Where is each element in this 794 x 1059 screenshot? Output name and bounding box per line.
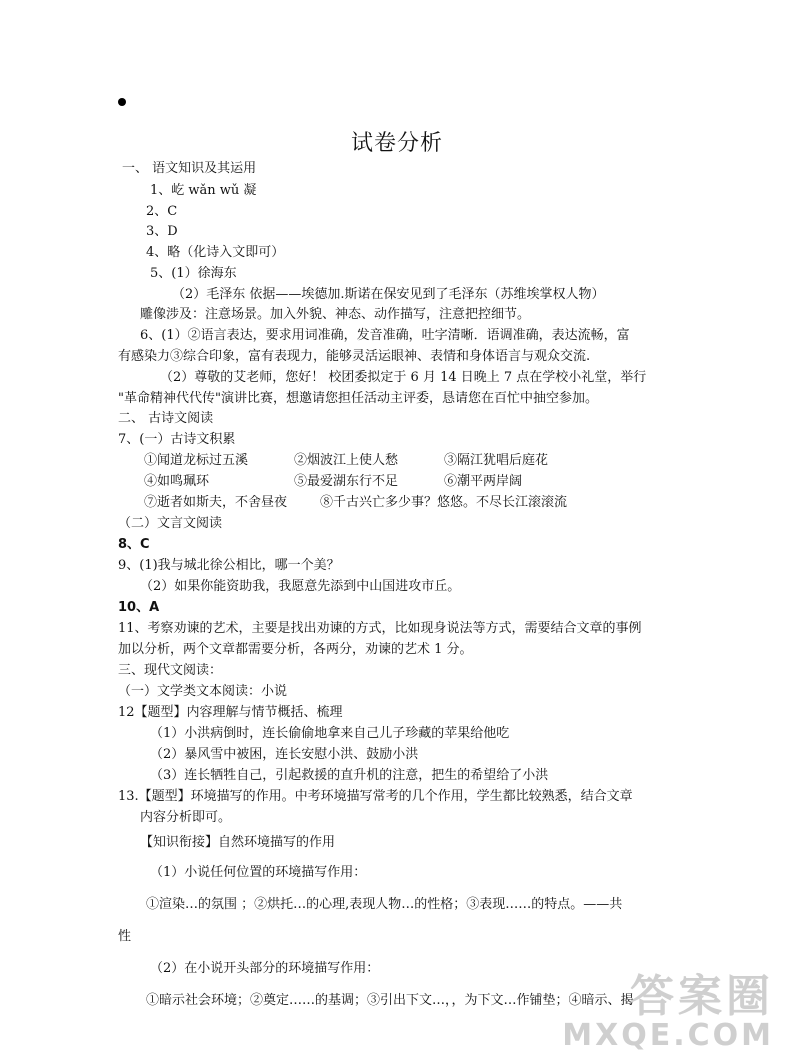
answer-line: 内容分析即可。 <box>140 810 232 825</box>
answer-line: （2）尊敬的艾老师，您好！ 校团委拟定于 6 月 14 日晚上 7 点在学校小礼堂，举行 <box>160 370 647 385</box>
answer-line: 加以分析，两个文章都需要分析，各两分，劝谏的艺术 1 分。 <box>118 642 473 657</box>
answer-line: 3、D <box>146 224 178 239</box>
answer-line: 雕像涉及：注意场景。加入外貌、神态、动作描写，注意把控细节。 <box>140 307 531 322</box>
poem-item: ⑤最爱湖东行不足 <box>294 474 399 489</box>
section-heading-3: 三、现代文阅读： <box>118 663 223 678</box>
section-heading-2: 二、 古诗文阅读 <box>118 411 214 426</box>
answer-line: （1）小说任何位置的环境描写作用： <box>150 865 367 880</box>
answer-line: 8、C <box>118 537 150 552</box>
answer-line: 9、(1)我与城北徐公相比，哪一个美？ <box>118 558 340 573</box>
answer-line: ①暗示社会环境；②奠定……的基调；③引出下文…，，为下文…作铺垫；④暗示、揭 <box>146 993 634 1008</box>
poem-row <box>144 494 567 512</box>
answer-line: 5、(1）徐海东 <box>150 266 237 281</box>
answer-line: （2）如果你能资助我，我愿意先添到中山国进攻市丘。 <box>140 579 461 594</box>
poem-item: ⑥潮平两岸阔 <box>444 474 523 489</box>
poem-item: ⑧千古兴亡多少事？悠悠。不尽长江滚滚流 <box>320 495 568 510</box>
answer-line: 10、A <box>118 600 160 615</box>
answer-line: 12【题型】内容理解与情节概括、梳理 <box>118 705 343 720</box>
answer-line: （2）毛泽东 依据——埃德加.斯诺在保安见到了毛泽东（苏维埃掌权人物） <box>172 287 605 302</box>
answer-line: （2）暴风雪中被困，连长安慰小洪、鼓励小洪 <box>150 747 419 762</box>
answer-line: （2）在小说开头部分的环境描写作用： <box>150 961 380 976</box>
answer-line: 11、考察劝谏的艺术，主要是找出劝谏的方式，比如现身说法等方式，需要结合文章的事例 <box>118 621 642 636</box>
answer-line: 有感染力③综合印象，富有表现力，能够灵活运眼神、表情和身体语言与观众交流. <box>118 349 591 364</box>
answer-line: 13.【题型】环境描写的作用。中考环境描写常考的几个作用，学生都比较熟悉，结合文章 <box>118 789 633 804</box>
answer-line: （3）连长牺牲自己，引起救援的直升机的注意，把生的希望给了小洪 <box>150 768 549 783</box>
answer-line: （二）文言文阅读 <box>118 516 223 531</box>
answer-line: （1）小洪病倒时，连长偷偷地拿来自己儿子珍藏的苹果给他吃 <box>150 726 510 741</box>
watermark-text: 答案圈 <box>630 971 774 1022</box>
answer-line: 1、屹 wǎn wǔ 凝 <box>150 183 257 198</box>
answer-line: 性 <box>118 929 132 944</box>
page-title: 试卷分析 <box>350 131 443 156</box>
poem-item: ③隔江犹唱后庭花 <box>444 453 549 468</box>
poem-row <box>144 473 522 491</box>
answer-line: ①渲染…的氛围 ；②烘托…的心理,表现人物…的性格；③表现……的特点。——共 <box>146 897 623 912</box>
answer-line: （一）文学类文本阅读：小说 <box>118 684 288 699</box>
watermark-url: MXQE.COM <box>562 1018 774 1053</box>
poem-item: ②烟波江上使人愁 <box>294 453 399 468</box>
poem-item: ④如鸣珮环 <box>144 474 210 489</box>
answer-line: 【知识衔接】自然环境描写的作用 <box>140 835 336 850</box>
answer-line: 7、(一）古诗文积累 <box>118 432 236 447</box>
bullet-mark <box>118 98 126 106</box>
answer-line: "革命精神代代传"演讲比赛，想邀请您担任活动主评委，恳请您在百忙中抽空参加。 <box>118 391 598 406</box>
answer-line: 6、(1）②语言表达，要求用词准确，发音准确，吐字清晰．语调准确，表达流畅，富 <box>140 328 630 343</box>
poem-item: ⑦逝者如斯夫，不舍昼夜 <box>144 495 288 510</box>
answer-line: 2、C <box>146 204 178 219</box>
poem-row <box>144 452 548 470</box>
section-heading-1: 一、 语文知识及其运用 <box>122 161 257 176</box>
answer-line: 4、略（化诗入文即可） <box>146 245 285 260</box>
poem-item: ①闻道龙标过五溪 <box>144 453 249 468</box>
